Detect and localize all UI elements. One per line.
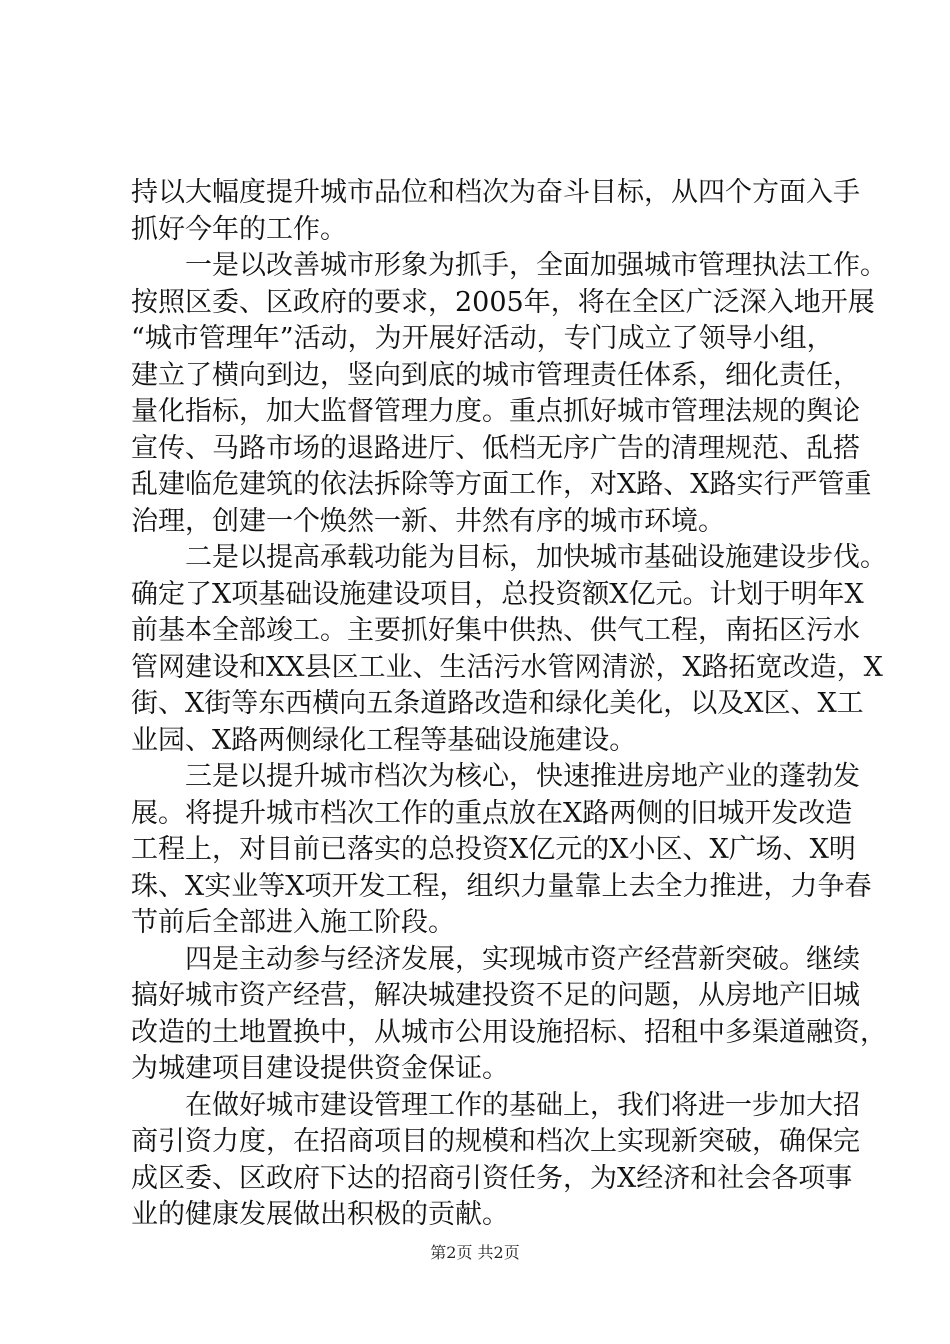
text-line: 搞好城市资产经营，解决城建投资不足的问题，从房地产旧城 — [131, 980, 860, 1011]
page-footer: 第2页 共2页 — [430, 1243, 520, 1262]
text-line: 持以大幅度提升城市品位和档次为奋斗目标，从四个方面入手 — [131, 177, 860, 208]
text-line: 建立了横向到边，竖向到底的城市管理责任体系，细化责任， — [131, 359, 860, 391]
text-line: 三是以提升城市档次为核心，快速推进房地产业的蓬勃发 — [131, 761, 860, 792]
text-line: 确定了X项基础设施建设项目，总投资额X亿元。计划于明年X — [131, 578, 864, 610]
text-line: 街、X街等东西横向五条道路改造和绿化美化，以及X区、X工 — [131, 688, 864, 719]
text-line: “城市管理年”活动，为开展好活动，专门成立了领导小组， — [131, 323, 834, 354]
text-line: 在做好城市建设管理工作的基础上，我们将进一步加大招 — [131, 1089, 860, 1121]
document-body — [131, 175, 887, 1234]
text-line: 节前后全部进入施工阶段。 — [131, 907, 455, 938]
text-line: 业园、X路两侧绿化工程等基础设施建设。 — [131, 724, 637, 756]
text-line: 业的健康发展做出积极的贡献。 — [131, 1199, 509, 1230]
text-line: 为城建项目建设提供资金保证。 — [131, 1053, 509, 1084]
text-line: 宣传、马路市场的退路进厅、低档无序广告的清理规范、乱搭 — [131, 432, 860, 464]
text-line: 乱建临危建筑的依法拆除等方面工作，对X路、X路实行严管重 — [131, 469, 872, 500]
text-line: 一是以改善城市形象为抓手，全面加强城市管理执法工作。 — [131, 250, 887, 281]
text-line: 珠、X实业等X项开发工程，组织力量靠上去全力推进，力争春 — [131, 870, 872, 902]
text-line: 四是主动参与经济发展，实现城市资产经营新突破。继续 — [131, 943, 860, 975]
text-line: 量化指标，加大监督管理力度。重点抓好城市管理法规的舆论 — [131, 396, 860, 427]
text-line: 按照区委、区政府的要求，2005年，将在全区广泛深入地开展 — [131, 286, 875, 318]
text-line: 抓好今年的工作。 — [131, 213, 347, 245]
text-line: 前基本全部竣工。主要抓好集中供热、供气工程，南拓区污水 — [131, 615, 860, 646]
text-line: 二是以提高承载功能为目标，加快城市基础设施建设步伐。 — [131, 542, 887, 573]
text-line: 商引资力度，在招商项目的规模和档次上实现新突破，确保完 — [131, 1126, 860, 1157]
text-line: 展。将提升城市档次工作的重点放在X路两侧的旧城开发改造 — [131, 797, 853, 829]
text-line: 治理，创建一个焕然一新、井然有序的城市环境。 — [131, 505, 725, 537]
text-line: 工程上，对目前已落实的总投资X亿元的X小区、X广场、X明 — [131, 834, 856, 865]
text-line: 改造的土地置换中，从城市公用设施招标、招租中多渠道融资， — [131, 1016, 887, 1048]
text-line: 管网建设和XX县区工业、生活污水管网清淤，X路拓宽改造，X — [131, 651, 883, 683]
text-line: 成区委、区政府下达的招商引资任务，为X经济和社会各项事 — [131, 1162, 853, 1194]
